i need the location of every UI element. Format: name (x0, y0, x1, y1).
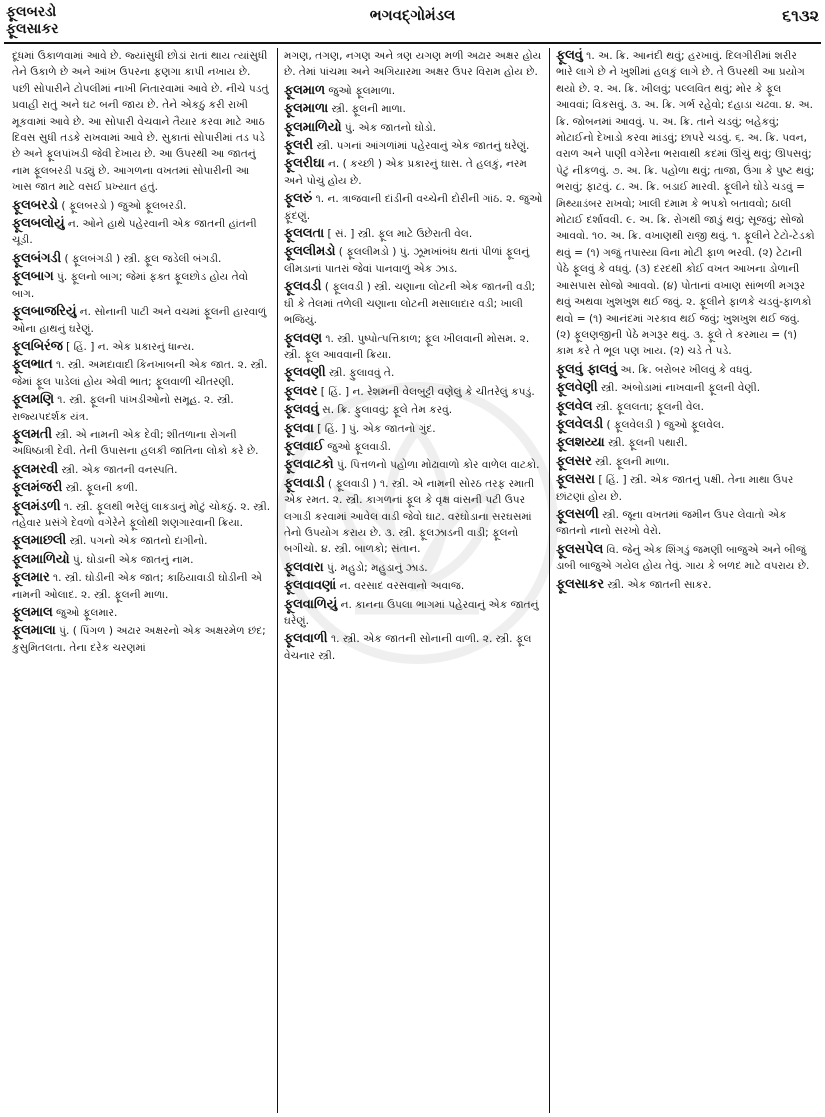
entry-definition: સ્ત્રી. પગનો એક જાતનો દાગીનો. (69, 535, 208, 548)
entry-headword: ફૂલવવું (284, 402, 319, 418)
dictionary-entry (556, 472, 815, 505)
page-number: ૬૧૩૨ (782, 6, 819, 25)
dictionary-entry (12, 339, 271, 355)
entry-headword: ફૂલલતા (284, 226, 325, 242)
entry-headword: ફૂલવું (556, 48, 583, 63)
entry-definition: પું. પિત્તળનો પહોળા મોઢાવાળો કોર વાળેલ વાટકો. (336, 459, 540, 472)
entry-headword: ફૂલવું ફાલવું (556, 361, 618, 377)
page-header (4, 4, 821, 42)
entry-definition: સ્ત્રી. ફુલાવવું તે. (328, 367, 395, 380)
entry-definition: ( ફૂલબંગડી ) સ્ત્રી. ફૂલ જડેલી બંગડી. (64, 252, 222, 265)
dictionary-entry (556, 542, 815, 575)
dictionary-entry (12, 357, 271, 390)
entry-definition: સ્ત્રી. જૂના વખતમાં જમીન ઉપર લેવાતો એક જાતનો નાનો સરખો વેરો. (556, 508, 787, 538)
entry-definition: ૧. સ્ત્રી. અમદાવાદી કિનખાબની એક જાત. ૨. સ્ત્રી. જેમાં ફૂલ પાડેલાં હોય એવી ભાત; ફૂલવાળી ચીતરણી. (12, 359, 268, 388)
entry-definition: ૧. સ્ત્રી. ફૂલની પાંખડીઓનો સમૂહ. ૨. સ્ત્રી. રાજ્યપદર્શક યંત્ર. (12, 394, 234, 423)
dictionary-entry (284, 101, 543, 117)
entry-headword: ફૂલમાછલી (12, 533, 67, 549)
dictionary-entry (284, 631, 543, 664)
entry-definition: ન. ઓને હાથે પહેરવાની એક જાતની હાંતની ચૂડી. (12, 218, 257, 247)
entry-headword: ફૂલમરવી (12, 461, 59, 477)
entry-headword: ફૂલસપેલ (556, 541, 604, 557)
entry-definition: પું. ફૂલનો બાગ; જેમાં ફક્ત ફૂલછોડ હોય તેવો બાગ. (12, 271, 248, 300)
entry-definition: પું. એક જાતનો ઘોડો. (344, 121, 436, 134)
dictionary-entry (284, 402, 543, 418)
entry-headword: ફૂલવેલડી (556, 416, 604, 432)
entry-definition: ન. કાનના ઉપલા ભાગમાં પહેરવાનું એક જાતનું ઘરેણું. (284, 598, 539, 627)
header-rule (4, 42, 821, 44)
entry-definition: સ્ત્રી. એક જાતની વનસ્પતિ. (61, 463, 178, 476)
entry-headword: ફૂલલીમડો (284, 244, 336, 260)
entry-definition: મગણ, તગણ, નગણ અને ત્રણ યગણ મળી અઢાર અક્ષર હોય છે. તેમાં પાંચમા અને અગિયારમા અક્ષર ઉપર વિરામ હોય છે. (284, 50, 542, 79)
column-right (549, 48, 821, 1113)
dictionary-entry (12, 533, 271, 549)
entry-definition: ( ફૂલવડી ) સ્ત્રી. ચણાના લોટની એક જાતની વડી; ઘી કે તેલમાં તળેલી ચણાના લોટની મસાલાદાર વડી; ખાલી ભજિયું. (284, 281, 536, 327)
dictionary-entry (556, 507, 815, 540)
entry-definition: જુઓ ફૂલવાડી. (327, 440, 392, 453)
dictionary-entry (284, 138, 543, 154)
guide-word-first: ફૂલબરડો (6, 4, 57, 20)
entry-headword: ફૂલરી (284, 138, 314, 154)
dictionary-entry (284, 156, 543, 189)
entry-definition: સ્ત્રી. પગનાં આંગળાંમાં પહેરવાનું એક જાતનું ઘરેણું. (316, 140, 530, 153)
dictionary-entry (284, 226, 543, 242)
dictionary-entry (556, 362, 815, 378)
entry-headword: ફૂલવારા (284, 559, 324, 575)
entry-headword: ફૂલભાત (12, 357, 53, 373)
entry-headword: ફૂલરીઘા (284, 156, 325, 172)
entry-definition: વિ. જેનું એક શિંગડું જમણી બાજુએ અને બીજું ડાબી બાજુએ ગયેલ હોય તેવું. ગાય કે બળદ માટે વપરાય છે. (556, 543, 810, 573)
entry-headword: ફૂલસર (556, 453, 592, 469)
guide-word-last: ફૂલસાકર (6, 21, 59, 37)
dictionary-entry (556, 417, 815, 433)
dictionary-entry (284, 279, 543, 328)
entry-headword: ફૂલબિરંજ (12, 338, 63, 354)
dictionary-entry (12, 605, 271, 621)
entry-headword: ફૂલમાળિયો (12, 551, 70, 567)
dictionary-entry (284, 421, 543, 437)
entry-headword: ફૂલવેણી (556, 380, 598, 396)
entry-headword: ફૂલસાકર (556, 576, 604, 592)
entry-definition: સ્ત્રી. એ નામની એક દેવી; શીતળાના રોગની અધિષ્ઠાત્રી દેવી. તેની ઉપાસના હલકી જાતિના લોકો કરે છે. (12, 428, 259, 458)
entry-definition: ન. સોનાની પાટી અને વચમાં ફૂલની હારવાળું ઓના હાથનું ઘરેણું. (12, 306, 267, 335)
entry-headword: ફૂલવા (284, 420, 314, 436)
entry-headword: ફૂલબલોયું (12, 216, 65, 232)
entry-headword: ફૂલબાજરિયું (12, 304, 77, 320)
entry-headword: ફૂલવાળી (284, 631, 328, 647)
entry-definition: જુઓ ફૂલમાર. (56, 607, 118, 619)
entry-headword: ફૂલવાઈ (284, 438, 324, 454)
dictionary-entry (284, 120, 543, 136)
dictionary-entry (556, 380, 815, 396)
entry-definition: ૧. ન. ત્રાજવાની દાંડીની વચ્ચેની દોરીની ગાંઠ. ૨. જુઓ ફૂંદણું. (284, 193, 543, 222)
entry-headword: ફૂલશય્યા (556, 435, 605, 451)
entry-headword: ફૂલબરડો (12, 197, 58, 213)
dictionary-entry (284, 560, 543, 576)
dictionary-entry (12, 48, 271, 196)
entry-headword: ફૂલસળી (556, 506, 599, 522)
dictionary-entry (12, 552, 271, 568)
entry-definition: સ્ત્રી. ફૂલની કળી. (65, 482, 138, 495)
entry-headword: ફૂલમણિ (12, 392, 54, 408)
dictionary-columns (6, 48, 821, 1113)
entry-headword: ફૂલબાગ (12, 269, 54, 285)
entry-definition: ૧. સ્ત્રી. ફૂલથી ભરેલું લાકડાનું મોટું ચોકઠું. ૨. સ્ત્રી. તહેવાર પ્રસંગે દેવળો વગેરેને ફૂલોથી શણગારવાની ક્રિયા. (12, 500, 271, 529)
entry-headword: ફૂલવાટકો (284, 457, 334, 473)
dictionary-entry (556, 577, 815, 593)
entry-headword: ફૂલવણી (284, 365, 326, 381)
entry-definition: ૧. સ્ત્રી. એક જાતની સોનાની વાળી. ૨. સ્ત્રી. ફૂલ વેચનાર સ્ત્રી. (284, 633, 532, 662)
dictionary-entry (284, 439, 543, 455)
entry-definition: ૧. અ. ક્રિ. આનંદી થવું; હરખાવું. દિલગીરીમાં શરીર ભારે લાગે છે ને ખુશીમાં હલકું લાગે છે. તે ઉપરથી આ પ્રયોગ થયો છે. ૨. અ. ક્રિ. ખીલવું; પલ્લવિત થવું; મોર કે ફૂલ આવવાં; વિકસવું. ૩. અ. ક્રિ. ગર્ભ રહેવો; દહાડા ચઢવા. ૪. અ. ક્રિ. જોબનમાં આવવું. ૫. અ. ક્રિ. તાને ચડવું; બહેકવું; મોટાઈનો દેખાડો કરવા માંડવું; છાપરે ચડવું. ૬. અ. ક્રિ. પવન, વરાળ અને પાણી વગેરેના ભરાવાથી કદમાં ઊંચું થવું; ઊપસવું; પેટું નીકળવું. ૭. અ. ક્રિ. પહોળા થવું; તાજા, ઉંગા કે પુષ્ટ થવું; ભરાવું; ફાટવું. ૮. અ. ક્રિ. બડાઈ મારવી. ફૂલીને ઘોડે ચડવું = મિથ્યાડંબર રાખવો; ખાલી દમામ કે ભપકો બતાવવો; ઠાલી મોટાઈ દર્શાવવી. ૯. અ. ક્રિ. રોગથી જાડું થવું; સૂજવું; સોજો આવવો. ૧૦. અ. ક્રિ. વખાણથી રાજી થવું. ૧. ફૂલીને ટેટો-ટેડકો થવું = (૧) ગજું તપાસ્યા વિના મોટી ફાળ ભરવી. (૨) ટેટાની પેઠે ફૂલવું કે વધવું. (૩) દરદથી કોઈ વખત આખના ડોળાની આસપાસ સોજો આવવો. (૪) પોતાનાં વખાણ સાંભળી મગરૂર થવું અથવા ખુશખુશ થઈ જવું. ૨. ફૂલીને ફાળકે ચડવું-ફાળકો થવો = (૧) આનંદમાં ગરકાવ થઈ જવું; ખુશખુશ થઈ જવું. (૨) ફૂલણજીની પેઠે મગરૂર થવું. ૩. ફૂલે તે કરમાય = (૧) કામ કરે તે ભૂલ પણ ખાય. (૨) ચડે તે પડે. (556, 50, 815, 358)
entry-definition: દૂધમાં ઉકાળવામાં આવે છે. જ્યાંસુધી છોડાં રાતાં થાય ત્યાંસુધી તેને ઉકાળે છે અને આંખ ઉપરના ફણગા કાપી નખાય છે. પછી સોપારીને ટોપલીમાં નાખી નિતારવામાં આવે છે. નીચે પડતું પ્રવાહી રાતું અને ઘટ બની જાય છે. તેને એકઠું કરી રાખી મૂકવામાં આવે છે. આ સોપારી વેચવાને તૈયાર કરવા માટે આઠ દિવસ સુધી તડકે રાખવામાં આવે છે. સુકાતાં સોપારીમાં તડ પડે છે અને ફૂલપાંખડી જેવી દેખાય છે. આ ઉપરથી આ જાતનું નામ ફૂલબરડી પડ્યું છે. આગળના વખતમાં સોપારીની આ ખાસ જાત માટે વસઈ પ્રખ્યાત હતું. (12, 50, 269, 194)
dictionary-entry (12, 269, 271, 302)
entry-headword: ફૂલમાળા (284, 101, 329, 117)
dictionary-entry (284, 384, 543, 400)
entry-definition: ( ફૂલવેલડી ) જુઓ ફૂલવેલ. (606, 418, 725, 431)
entry-headword: ફૂલવર (284, 383, 318, 399)
dictionary-entry (284, 597, 543, 630)
dictionary-entry (12, 216, 271, 249)
dictionary-entry (12, 251, 271, 267)
entry-definition: પું. ( પિંગળ ) અઢાર અક્ષરનો એક અક્ષરમેળ છંદ; કુસુમિતલતા. તેના દરેક ચરણમાં (12, 625, 266, 654)
dictionary-entry (12, 462, 271, 478)
dictionary-entry (556, 399, 815, 415)
entry-headword: ફૂલરું (284, 191, 313, 207)
entry-headword: ફૂલવાડી (284, 475, 325, 491)
entry-headword: ફૂલવડી (284, 279, 322, 295)
dictionary-entry (284, 476, 543, 558)
dictionary-entry (284, 365, 543, 381)
entry-headword: ફૂલવાળિયું (284, 596, 338, 612)
dictionary-entry (556, 454, 815, 470)
entry-definition: ( ફૂલવાડી ) ૧. સ્ત્રી. એ નામની સોરઠ તરફ રમાતી એક રમત. ૨. સ્ત્રી. કાગળનાં ફૂલ કે વૃક્ષ વાંસની પટી ઉપર લગાડી કરવામાં આવેલ વાડી જેવો ઘાટ. વરઘોડાના સરઘસમાં તેનો ઉપયોગ કરાય છે. ૩. સ્ત્રી. ફૂલઝાડની વાડી; ફૂલનો બગીચો. ૪. સ્ત્રી. બાળકો; સંતાન. (284, 477, 535, 556)
dictionary-entry (284, 244, 543, 277)
entry-headword: ફૂલમાલા (12, 623, 56, 639)
dictionary-entry (12, 392, 271, 425)
entry-definition: સ્ત્રી. અંબોડામાં નાખવાની ફૂલની વેણી. (600, 382, 761, 395)
entry-headword: ફૂલમાર (12, 570, 50, 586)
entry-headword: ફૂલસરા (556, 472, 595, 488)
entry-headword: ફૂલવેલ (556, 398, 593, 414)
entry-definition: પું. ઘોડાની એક જાતનું નામ. (72, 553, 194, 566)
entry-definition: [ સં. ] સ્ત્રી. ફૂલ માટે ઉછેરાતી વેલ. (327, 228, 473, 241)
dictionary-entry (12, 198, 271, 214)
dictionary-entry (12, 427, 271, 460)
entry-definition: [ હિં. ] ન. એક પ્રકારનું ધાન્ય. (66, 340, 195, 353)
dictionary-title: ભગવદ્ગોમંડલ (369, 6, 456, 24)
entry-definition: ( ફૂલલીમડો ) પું. ઝૂમખાંબંધ થતાં પીળાં ફૂલનું લીમડાનાં પાતરાં જેવાં પાનવાળું એક ઝાડ. (284, 246, 530, 275)
entry-definition: જુઓ ફૂલમાળા. (328, 84, 396, 97)
dictionary-entry (556, 435, 815, 451)
dictionary-entry (12, 304, 271, 337)
entry-definition: સ્ત્રી. ફૂલની માળા. (595, 455, 670, 468)
entry-headword: ફૂલવણ (284, 330, 322, 346)
entry-definition: અ. ક્રિ. બરોબર ખીલવું કે વધવું. (620, 363, 753, 376)
dictionary-entry (284, 48, 543, 81)
entry-headword: ફૂલમાલ (12, 605, 53, 620)
entry-headword: ફૂલમતી (12, 426, 52, 442)
dictionary-entry (284, 578, 543, 594)
entry-definition: સ્ત્રી. એક જાતની સાકર. (607, 578, 712, 591)
dictionary-entry (284, 457, 543, 473)
entry-definition: [ હિં. ] પું. એક જાતનો ગુંદ. (317, 422, 436, 435)
entry-definition: પું. મહુડો; મહુડાનું ઝાડ. (327, 561, 428, 574)
entry-definition: ૧. સ્ત્રી. ઘોડીની એક જાત; કાઠિયાવાડી ઘોડીની એ નામની ઓલાદ. ૨. સ્ત્રી. ફૂલની માળા. (12, 572, 263, 601)
entry-definition: ( ફૂલબરડો ) જુઓ ફૂલબરડી. (61, 199, 187, 212)
dictionary-entry (12, 480, 271, 496)
entry-definition: સ. ક્રિ. ફુલાવવું; ફૂલે તેમ કરવું. (322, 404, 453, 417)
column-middle (277, 48, 549, 1113)
dictionary-entry (12, 499, 271, 532)
dictionary-entry (556, 48, 815, 360)
entry-definition: ૧. સ્ત્રી. પુષ્પોત્પત્તિકાળ; ફૂલ ખીલવાની મોસમ. ૨. સ્ત્રી. ફૂલ આવવાની ક્રિયા. (284, 332, 530, 361)
entry-definition: સ્ત્રી. ફૂલલતા; ફૂલની વેલ. (595, 400, 705, 413)
dictionary-entry (284, 331, 543, 364)
dictionary-entry (284, 191, 543, 224)
entry-definition: ન. વરસાદ વરસવાનો અવાજ. (339, 580, 465, 593)
dictionary-entry (12, 623, 271, 656)
entry-definition: સ્ત્રી. ફૂલની પથારી. (608, 437, 688, 450)
column-left (6, 48, 277, 1113)
entry-definition: સ્ત્રી. ફૂલની માળા. (331, 103, 406, 116)
entry-headword: ફૂલમંજરી (12, 480, 63, 496)
entry-headword: ફૂલમાળ (284, 82, 325, 98)
dictionary-entry (12, 570, 271, 603)
entry-headword: ફૂલબંગડી (12, 250, 62, 266)
entry-definition: [ હિં. ] સ્ત્રી. એક જાતનું પક્ષી. તેના માથા ઉપર છાંટણાં હોય છે. (556, 474, 794, 503)
entry-headword: ફૂલમાળિયો (284, 119, 342, 135)
entry-headword: ફૂલમંડળી (12, 498, 61, 514)
entry-definition: [ હિં. ] ન. રેશમની વેલબુટ્ટી વણેલું કે ચીતરેલું કપડું. (320, 385, 535, 398)
entry-definition: ન. ( કચ્છી ) એક પ્રકારનું ઘાસ. તે હલકું, નરમ અને પોચું હોય છે. (284, 158, 527, 187)
entry-headword: ફૂલવાવણાં (284, 578, 337, 594)
dictionary-entry (284, 83, 543, 99)
